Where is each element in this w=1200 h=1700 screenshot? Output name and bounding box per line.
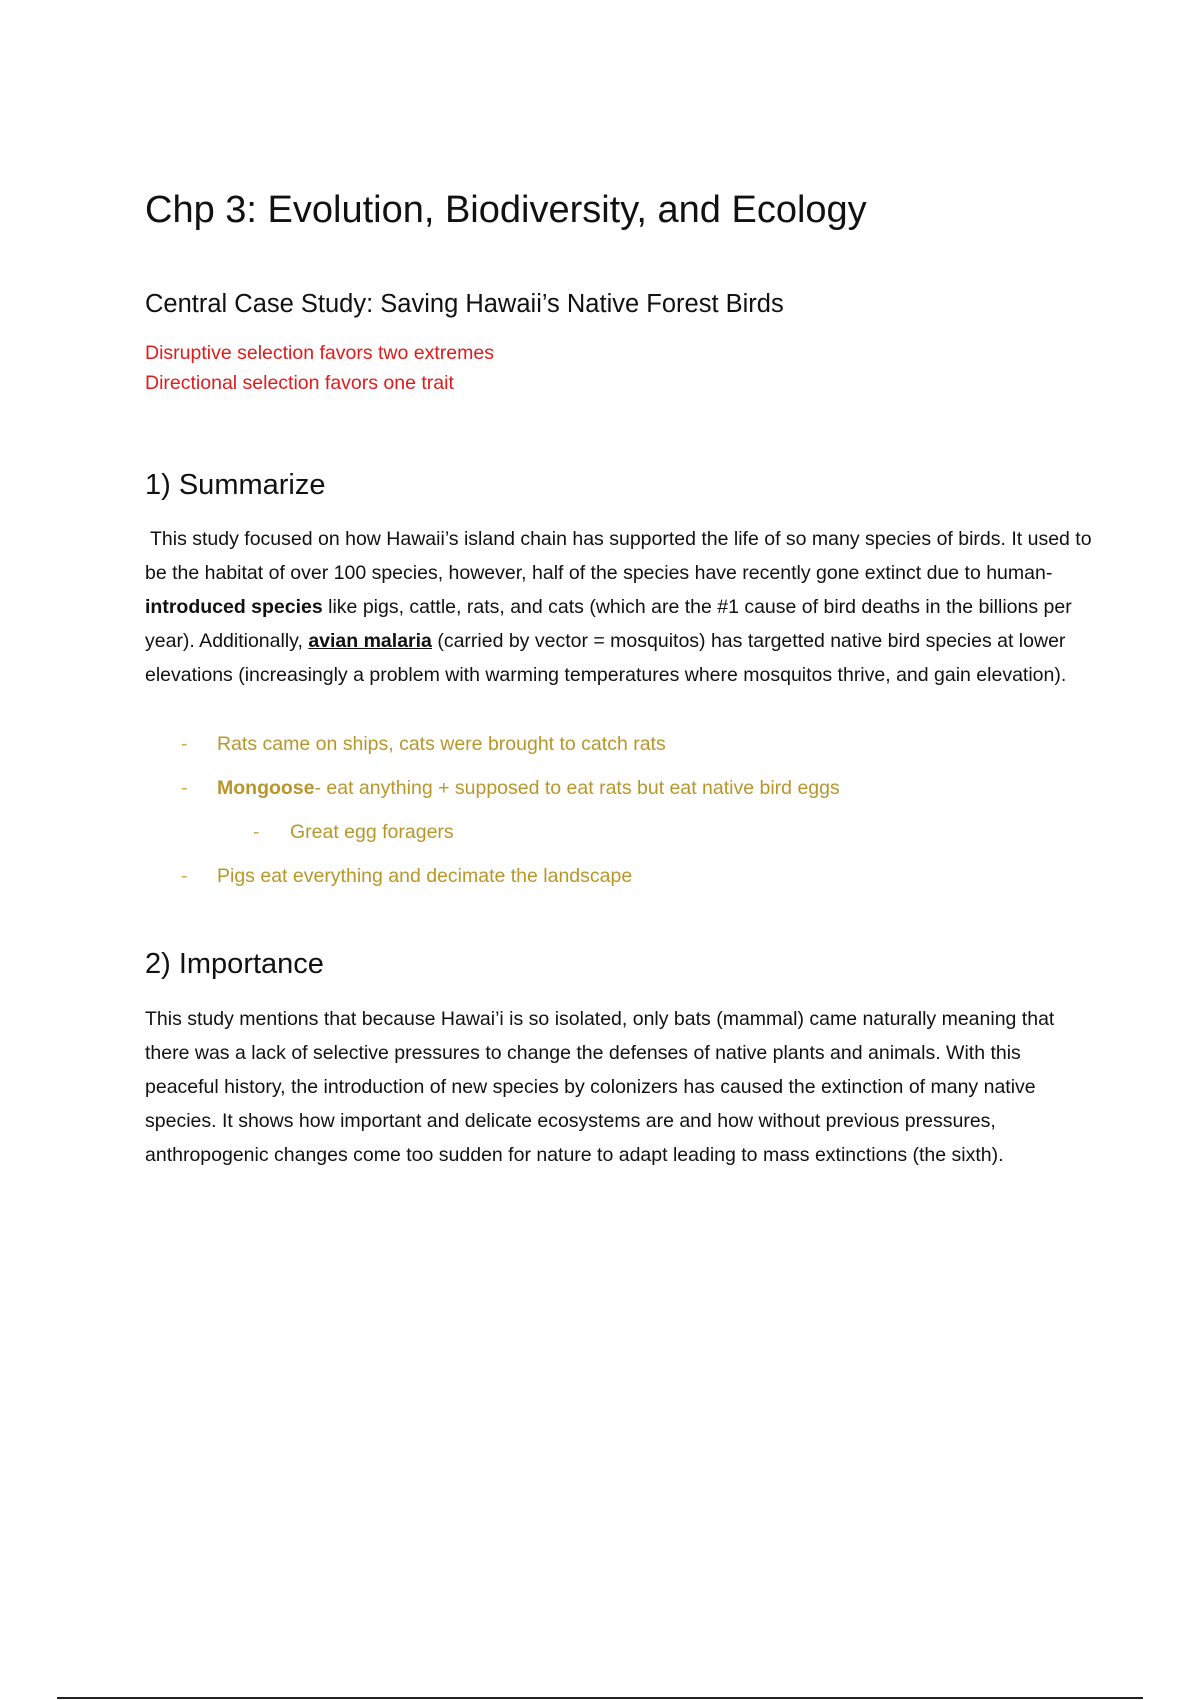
bullet-dash: - [181,865,188,887]
page-title: Chp 3: Evolution, Biodiversity, and Ecology [145,189,867,231]
list-item [145,859,1095,893]
list-item [145,771,1095,805]
introduced-species-term: introduced species [145,596,323,618]
bullet-dash: - [253,821,260,843]
summarize-heading: 1) Summarize [145,469,326,501]
mongoose-term: Mongoose [217,777,315,799]
footer-divider [57,1697,1143,1699]
list-item [145,815,1095,849]
summarize-text-1: This study focused on how Hawaii’s island chain has supported the life of so many species of birds. It used to be the habitat of over 100 species, however, half of the species have recently gone extinct due to human- [145,528,1092,584]
importance-paragraph: This study mentions that because Hawai’i is so isolated, only bats (mammal) came naturally meaning that there was a lack of selective pressures to change the defenses of native plants and animals. With this peaceful history, the introduction of new species by colonizers has caused the extinction of many native species. It shows how important and delicate ecosystems are and how without previous pressures, anthropogenic changes come too sudden for nature to adapt leading to mass extinctions (the sixth). [145,1008,1055,1166]
bullet-text: Rats came on ships, cats were brought to catch rats [217,733,666,755]
bullet-dash: - [181,733,188,755]
list-item [145,727,1095,761]
bullet-text [217,771,840,805]
bullet-dash: - [181,777,188,799]
summarize-text-3: (carried by vector = mosquitos) has targetted native bird species at lower elevations (increasingly a problem with warming temperatures where mosquitos thrive, and gain elevation). [145,630,1067,686]
note-directional: Directional selection favors one trait [145,372,454,394]
summarize-text-2: like pigs, cattle, rats, and cats (which are the #1 cause of bird deaths in the billions per year). Additionally, [145,596,1072,652]
importance-heading: 2) Importance [145,948,324,980]
selection-notes [145,338,494,398]
note-disruptive: Disruptive selection favors two extremes [145,342,494,364]
bullet-text: Great egg foragers [290,821,454,843]
case-study-subtitle: Central Case Study: Saving Hawaii’s Native Forest Birds [145,290,784,318]
summarize-bullet-list [145,727,1095,903]
summarize-paragraph [145,522,1095,692]
avian-malaria-term: avian malaria [308,630,432,652]
bullet-text: Pigs eat everything and decimate the landscape [217,865,633,887]
mongoose-description: - eat anything + supposed to eat rats but eat native bird eggs [314,777,840,799]
